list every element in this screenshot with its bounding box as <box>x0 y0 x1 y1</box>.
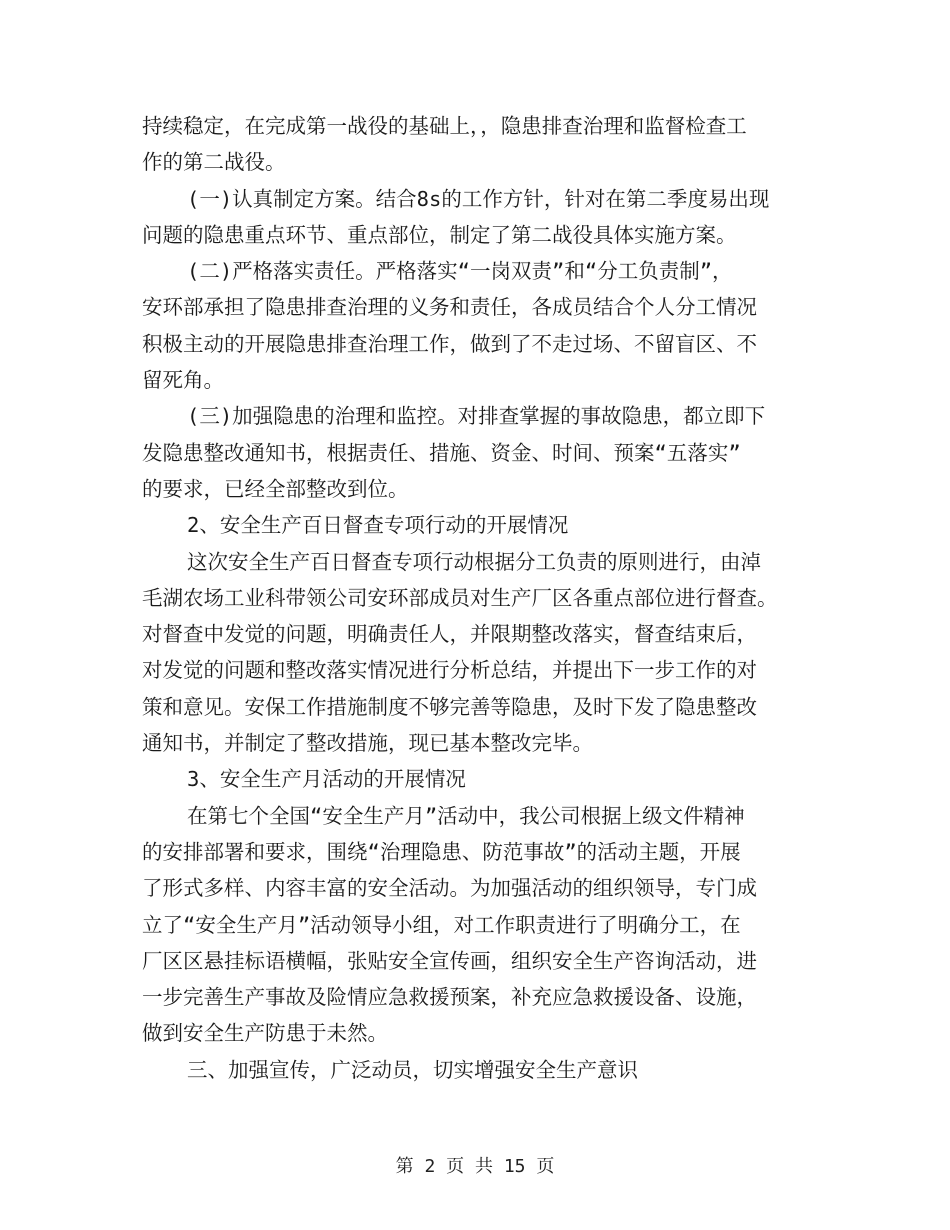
text-line: 对发觉的问题和整改落实情况进行分析总结，并提出下一步工作的对 <box>142 658 757 683</box>
text-line: 一步完善生产事故及险情应急救援预案，补充应急救援设备、设施， <box>142 985 757 1010</box>
text-line: 三、加强宣传，广泛动员，切实增强安全生产意识 <box>187 1057 638 1082</box>
text-line: 了形式多样、内容丰富的安全活动。为加强活动的组织领导，专门成 <box>142 876 757 901</box>
text-line: 做到安全生产防患于未然。 <box>142 1021 388 1046</box>
text-line: 3、安全生产月活动的开展情况 <box>187 767 466 792</box>
text-line: 问题的隐患重点环节、重点部位，制定了第二战役具体实施方案。 <box>142 222 737 247</box>
text-line: (一)认真制定方案。结合8s的工作方针，针对在第二季度易出现 <box>187 186 770 211</box>
text-line: 在第七个全国“安全生产月”活动中，我公司根据上级文件精神 <box>187 803 745 828</box>
text-line: 厂区区悬挂标语横幅，张贴安全宣传画，组织安全生产咨询活动，进 <box>142 948 757 973</box>
text-line: 立了“安全生产月”活动领导小组，对工作职责进行了明确分工，在 <box>142 912 741 937</box>
text-line: 安环部承担了隐患排查治理的义务和责任，各成员结合个人分工情况 <box>142 295 757 320</box>
text-line: 留死角。 <box>142 368 224 393</box>
text-line: 作的第二战役。 <box>142 150 286 175</box>
text-line: (三)加强隐患的治理和监控。对排查掌握的事故隐患，都立即下 <box>187 404 766 429</box>
text-line: 持续稳定，在完成第一战役的基础上，，隐患排查治理和监督检查工 <box>142 114 747 138</box>
text-line: 发隐患整改通知书，根据责任、措施、资金、时间、预案“五落实” <box>142 440 741 465</box>
text-line: (二)严格落实责任。严格落实“一岗双责”和“分工负责制”， <box>187 259 733 284</box>
document-body <box>142 108 810 1088</box>
text-line: 的要求，已经全部整改到位。 <box>142 476 409 501</box>
text-line: 2、安全生产百日督查专项行动的开展情况 <box>187 513 569 538</box>
text-line: 策和意见。安保工作措施制度不够完善等隐患，及时下发了隐患整改 <box>142 694 757 719</box>
page-number-footer: 第 2 页 共 15 页 <box>395 1156 555 1177</box>
text-line: 对督查中发觉的问题，明确责任人，并限期整改落实，督查结束后， <box>142 622 757 647</box>
text-line: 这次安全生产百日督查专项行动根据分工负责的原则进行，由淖 <box>187 549 761 574</box>
text-line: 积极主动的开展隐患排查治理工作，做到了不走过场、不留盲区、不 <box>142 331 757 356</box>
text-line: 通知书，并制定了整改措施，现已基本整改完毕。 <box>142 731 593 756</box>
text-line: 毛湖农场工业科带领公司安环部成员对生产厂区各重点部位进行督查。 <box>142 585 778 610</box>
text-line: 的安排部署和要求，围绕“治理隐患、防范事故”的活动主题，开展 <box>142 839 741 864</box>
